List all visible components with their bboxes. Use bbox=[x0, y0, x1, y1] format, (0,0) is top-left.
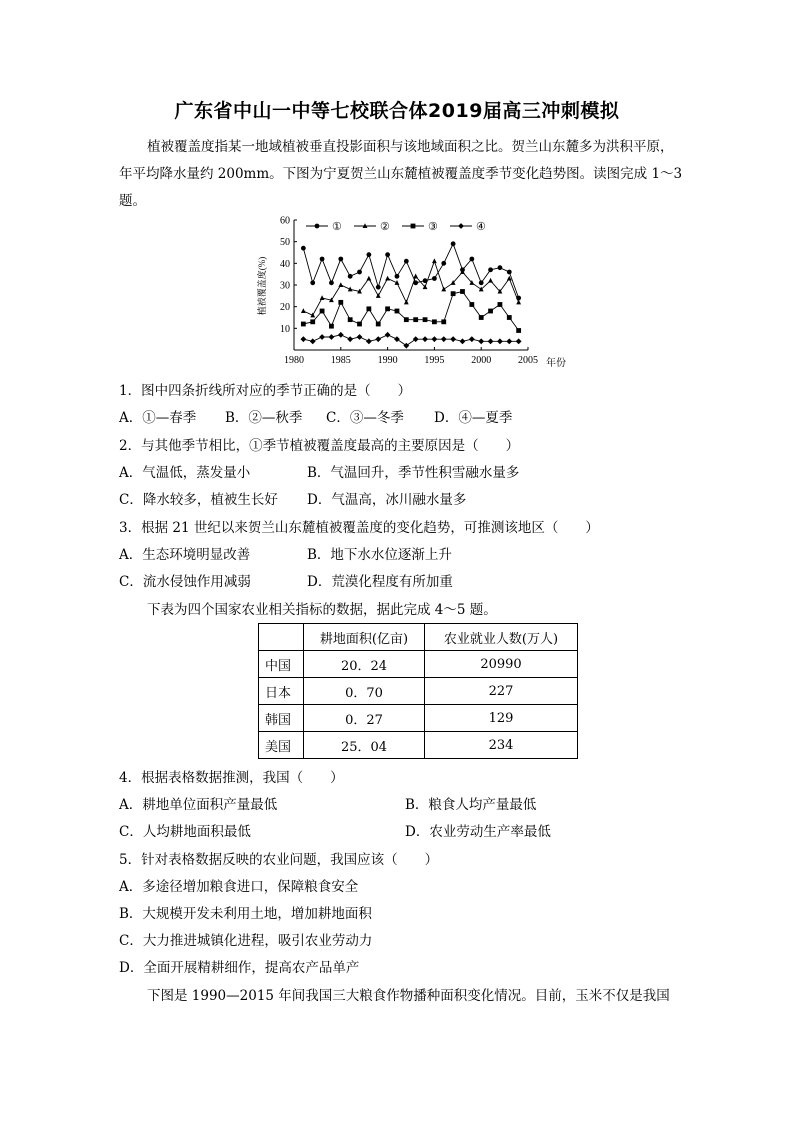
data-point bbox=[395, 309, 400, 314]
table-row bbox=[259, 651, 578, 678]
q5-stem: 5．针对表格数据反映的农业问题，我国应该（ ） bbox=[119, 852, 439, 868]
data-point bbox=[479, 280, 484, 285]
data-point bbox=[348, 317, 353, 322]
data-point bbox=[319, 334, 325, 340]
q2-option-b[interactable]: B．气温回升，季节性积雪融水量多 bbox=[307, 465, 520, 481]
x-tick-label: 2005 bbox=[518, 355, 538, 366]
agriculture-table bbox=[258, 623, 578, 759]
data-point bbox=[366, 252, 371, 257]
data-point bbox=[385, 306, 390, 311]
q1-option-d[interactable]: D．④—夏季 bbox=[434, 410, 513, 426]
data-point bbox=[329, 334, 335, 340]
table-header-row bbox=[259, 624, 578, 651]
series-line bbox=[303, 292, 518, 331]
q4-option-d[interactable]: D．农业劳动生产率最低 bbox=[405, 824, 551, 840]
data-point bbox=[385, 332, 391, 338]
table-cell: 227 bbox=[425, 678, 578, 705]
table-cell: 美国 bbox=[259, 732, 304, 759]
data-point bbox=[441, 336, 447, 342]
legend-marker bbox=[458, 223, 464, 229]
data-point bbox=[488, 309, 493, 314]
y-tick-label: 10 bbox=[280, 323, 290, 335]
data-point bbox=[432, 258, 437, 263]
data-point bbox=[413, 274, 418, 279]
table-cell: 20．24 bbox=[304, 651, 425, 678]
legend-label: ③ bbox=[428, 221, 438, 233]
data-point bbox=[441, 319, 446, 324]
data-point bbox=[451, 291, 456, 296]
y-tick-label: 20 bbox=[280, 302, 290, 314]
x-tick-label: 1990 bbox=[377, 355, 398, 366]
data-point bbox=[376, 322, 381, 327]
chart-series bbox=[300, 241, 521, 348]
table-cell: 234 bbox=[425, 732, 578, 759]
series-line bbox=[303, 261, 518, 315]
data-point bbox=[338, 300, 343, 305]
data-point bbox=[310, 280, 315, 285]
table-header-cell: 农业就业人数(万人) bbox=[425, 624, 578, 651]
q2-option-d[interactable]: D．气温高，冰川融水量多 bbox=[307, 492, 467, 508]
data-point bbox=[506, 338, 512, 344]
table-cell: 0．70 bbox=[304, 678, 425, 705]
table-cell: 韩国 bbox=[259, 705, 304, 732]
data-point bbox=[375, 336, 381, 342]
legend-label: ④ bbox=[476, 221, 486, 233]
table-cell: 中国 bbox=[259, 651, 304, 678]
data-point bbox=[357, 322, 362, 327]
table-row bbox=[259, 705, 578, 732]
data-point bbox=[404, 317, 409, 322]
data-point bbox=[357, 334, 363, 340]
chart-frame bbox=[294, 220, 528, 350]
y-tick-label: 30 bbox=[280, 280, 290, 292]
data-point bbox=[413, 336, 419, 342]
x-tick-label: 1980 bbox=[284, 355, 304, 366]
data-point bbox=[366, 306, 371, 311]
table-cell: 129 bbox=[425, 705, 578, 732]
data-point bbox=[450, 336, 456, 342]
vegetation-coverage-chart bbox=[252, 214, 570, 374]
y-tick-label: 60 bbox=[280, 215, 290, 227]
data-point bbox=[376, 293, 381, 298]
data-point bbox=[403, 343, 409, 349]
data-point bbox=[338, 282, 343, 287]
q2-option-c[interactable]: C．降水较多，植被生长好 bbox=[119, 492, 278, 508]
data-point bbox=[366, 276, 371, 281]
data-point bbox=[320, 309, 325, 314]
data-point bbox=[366, 338, 372, 344]
table-cell: 日本 bbox=[259, 678, 304, 705]
series-2 bbox=[301, 258, 521, 317]
data-point bbox=[488, 267, 493, 272]
data-point bbox=[338, 332, 344, 338]
data-point bbox=[395, 274, 400, 279]
q4-option-b[interactable]: B．粮食人均产量最低 bbox=[405, 797, 537, 813]
q1-option-a[interactable]: A．①—春季 bbox=[119, 410, 197, 426]
data-point bbox=[404, 300, 409, 305]
data-point bbox=[432, 319, 437, 324]
data-point bbox=[413, 317, 418, 322]
intro-paragraph-1: 植被覆盖度指某一地域植被垂直投影面积与该地域面积之比。贺兰山东麓多为洪积平原，年平均降水量约 200mm。下图为宁夏贺兰山东麓植被覆盖度季节变化趋势图。读图完成 1～3 题。 bbox=[119, 139, 683, 209]
table-cell: 20990 bbox=[425, 651, 578, 678]
data-point bbox=[320, 295, 325, 300]
data-point bbox=[300, 336, 306, 342]
data-point bbox=[310, 319, 315, 324]
data-point bbox=[516, 338, 522, 344]
data-point bbox=[394, 336, 400, 342]
series-line bbox=[303, 335, 518, 346]
q1-option-b[interactable]: B．②—秋季 bbox=[225, 410, 303, 426]
data-point bbox=[469, 336, 475, 342]
table-header-cell bbox=[259, 624, 304, 651]
data-point bbox=[320, 257, 325, 262]
q2-option-a[interactable]: A．气温低，蒸发量小 bbox=[119, 465, 251, 481]
data-point bbox=[516, 300, 521, 305]
page-title: 广东省中山一中等七校联合体2019届高三冲刺模拟 bbox=[174, 100, 620, 122]
y-axis-label: 植被覆盖度(%) bbox=[257, 256, 267, 316]
data-point bbox=[310, 338, 316, 344]
data-point bbox=[432, 336, 438, 342]
x-tick-label: 1995 bbox=[424, 355, 445, 366]
table-cell: 0．27 bbox=[304, 705, 425, 732]
x-axis-label: 年份 bbox=[546, 358, 566, 369]
q3-option-a[interactable]: A．生态环境明显改善 bbox=[119, 547, 251, 563]
data-point bbox=[469, 302, 474, 307]
data-point bbox=[497, 338, 503, 344]
table-row bbox=[259, 678, 578, 705]
q5-option-a[interactable]: A．多途径增加粮食进口，保障粮食安全 bbox=[119, 879, 359, 895]
q4-option-a[interactable]: A．耕地单位面积产量最低 bbox=[119, 797, 278, 813]
data-point bbox=[498, 302, 503, 307]
table-row bbox=[259, 732, 578, 759]
data-point bbox=[498, 265, 503, 270]
table-cell: 25．04 bbox=[304, 732, 425, 759]
q3-option-d[interactable]: D．荒漠化程度有所加重 bbox=[307, 574, 453, 590]
data-point bbox=[357, 270, 362, 275]
intro-paragraph-3: 下图是 1990—2015 年间我国三大粮食作物播种面积变化情况。目前，玉米不仅是我国 bbox=[147, 988, 670, 1004]
series-4 bbox=[300, 332, 521, 349]
x-tick-label: 2000 bbox=[471, 355, 492, 366]
q5-option-d[interactable]: D．全面开展精耕细作，提高农产品单产 bbox=[119, 960, 360, 976]
data-point bbox=[488, 338, 494, 344]
q2-stem: 2．与其他季节相比，①季节植被覆盖度最高的主要原因是（ ） bbox=[119, 438, 520, 454]
data-point bbox=[460, 289, 465, 294]
q4-stem: 4．根据表格数据推测，我国（ ） bbox=[119, 770, 344, 786]
q1-stem: 1．图中四条折线所对应的季节正确的是（ ） bbox=[119, 383, 412, 399]
legend-marker bbox=[315, 224, 320, 229]
q3-option-b[interactable]: B．地下水水位逐渐上升 bbox=[307, 547, 452, 563]
data-point bbox=[301, 246, 306, 251]
data-point bbox=[507, 315, 512, 320]
q3-option-c[interactable]: C．流水侵蚀作用减弱 bbox=[119, 574, 251, 590]
data-point bbox=[469, 257, 474, 262]
data-point bbox=[422, 336, 428, 342]
data-point bbox=[441, 261, 446, 266]
data-point bbox=[451, 241, 456, 246]
q4-option-c[interactable]: C．人均耕地面积最低 bbox=[119, 824, 251, 840]
data-point bbox=[507, 270, 512, 275]
series-1 bbox=[301, 241, 521, 300]
data-point bbox=[385, 252, 390, 257]
legend-label: ① bbox=[332, 221, 342, 233]
intro-paragraph-2: 下表为四个国家农业相关指标的数据，据此完成 4～5 题。 bbox=[147, 602, 497, 618]
data-point bbox=[338, 257, 343, 262]
data-point bbox=[478, 338, 484, 344]
y-tick-label: 40 bbox=[280, 258, 290, 270]
data-point bbox=[423, 317, 428, 322]
legend-marker bbox=[411, 224, 416, 229]
data-point bbox=[301, 308, 306, 313]
data-point bbox=[329, 280, 334, 285]
data-point bbox=[329, 324, 334, 329]
q1-option-c[interactable]: C．③—冬季 bbox=[326, 410, 404, 426]
data-point bbox=[301, 322, 306, 327]
data-point bbox=[516, 328, 521, 333]
data-point bbox=[432, 276, 437, 281]
data-point bbox=[479, 315, 484, 320]
data-point bbox=[404, 259, 409, 264]
q3-stem: 3．根据 21 世纪以来贺兰山东麓植被覆盖度的变化趋势，可推测该地区（ ） bbox=[119, 520, 599, 536]
data-point bbox=[488, 278, 493, 283]
data-point bbox=[460, 338, 466, 344]
chart-legend bbox=[306, 221, 486, 233]
data-point bbox=[385, 276, 390, 281]
q5-option-b[interactable]: B．大规模开发未利用土地，增加耕地面积 bbox=[119, 906, 372, 922]
table-header-cell: 耕地面积(亿亩) bbox=[304, 624, 425, 651]
data-point bbox=[441, 287, 446, 292]
q5-option-c[interactable]: C．大力推进城镇化进程，吸引农业劳动力 bbox=[119, 933, 373, 949]
data-point bbox=[348, 274, 353, 279]
x-tick-label: 1985 bbox=[330, 355, 351, 366]
y-tick-label: 50 bbox=[280, 237, 290, 249]
data-point bbox=[376, 285, 381, 290]
data-point bbox=[347, 336, 353, 342]
legend-label: ② bbox=[380, 221, 390, 233]
